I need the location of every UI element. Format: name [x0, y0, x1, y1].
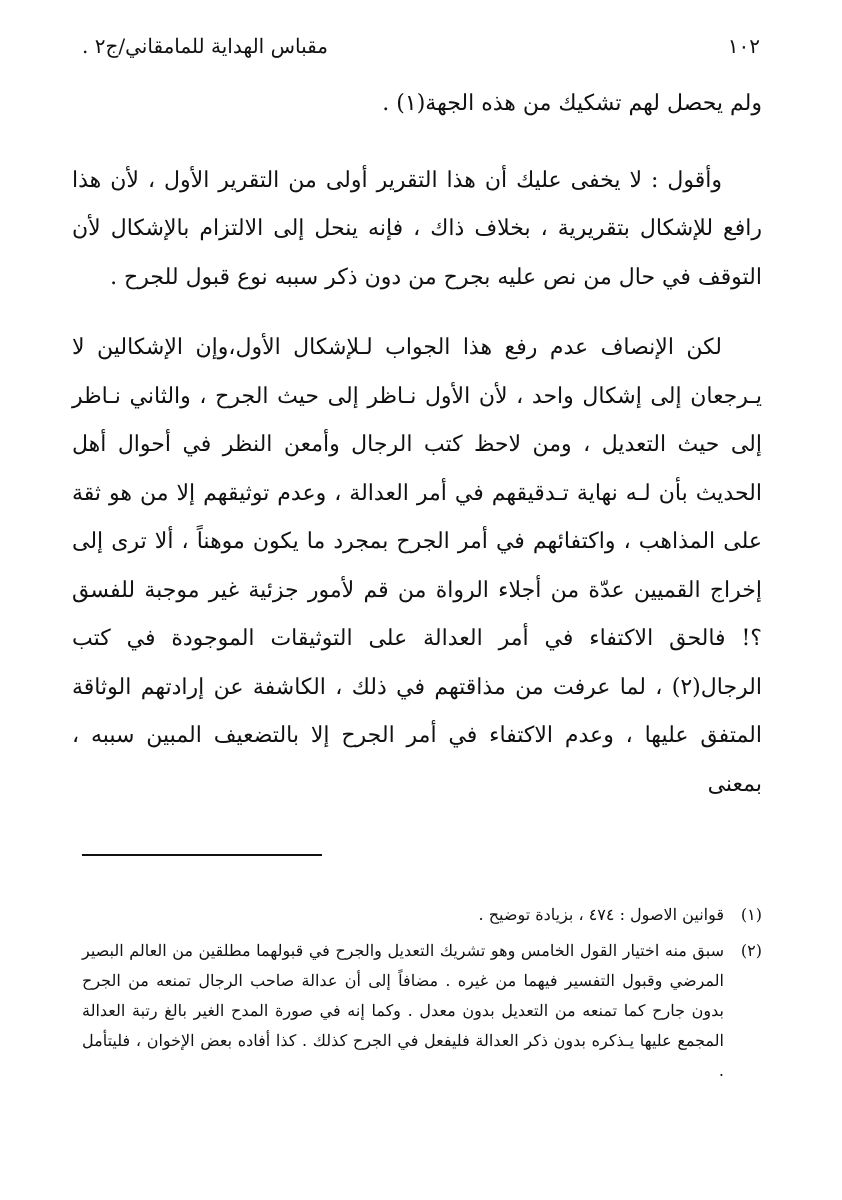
paragraph-continuation: ولم يحصل لهم تشكيك من هذه الجهة(١) . — [382, 91, 762, 116]
footnote-divider — [82, 854, 322, 856]
footnote-number: (٢) — [740, 941, 762, 960]
footnote-text: قوانين الاصول : ٤٧٤ ، بزيادة توضيح . — [478, 905, 724, 924]
footnote — [82, 900, 762, 930]
page-header — [60, 34, 782, 64]
footnote — [82, 936, 762, 1086]
running-title: مقباس الهداية للمامقاني/ج٢ . — [82, 34, 328, 58]
footnotes — [82, 900, 762, 1092]
paragraph-comment: وأقول : لا يخفى عليك أن هذا التقرير أولى من التقرير الأول ، لأن هذا رافع للإشكال بتقريرية ، بخلاف ذاك ، فإنه ينحل إلى الالتزام بالإشكال لأن التوقف في حال من نص عليه بجرح من دون ذكر سببه نوع قبول للجرح . — [72, 167, 762, 290]
paragraph-objection: لكن الإنصاف عدم رفع هذا الجواب لـلإشكال الأول،وإن الإشكالين لا يـرجعان إلى إشكال واحد ، لأن الأول نـاظر إلى حيث الجرح ، والثاني نـاظر إلى حيث التعديل ، ومن لاحظ كتب الرجال وأمعن النظر في أحوال أهل الحديث بأن لـه نهاية تـدقيقهم في أمر العدالة ، وعدم توثيقهم إلا من هو ثقة على المذاهب ، واكتفائهم في أمر الجرح بمجرد ما يكون موهناً ، ألا ترى إلى إخراج القميين عدّة من أجلاء الرواة من قم لأمور جزئية غير موجبة للفسق ؟! فالحق الاكتفاء في أمر العدالة على التوثيقات الموجودة في كتب الرجال(٢) ، لما عرفت من مذاقتهم في ذلك ، الكاشفة عن إرادتهم الوثاقة المتفق عليها ، وعدم الاكتفاء في أمر الجرح إلا بالتضعيف المبين سببه ، بمعنى — [72, 335, 762, 797]
page-number: ١٠٢ — [727, 34, 760, 58]
footnote-text: سبق منه اختيار القول الخامس وهو تشريك التعديل والجرح في قبولهما مطلقين من العالم البصير المرضي وقبول التفسير فيهما من غيره . مضافاً إلى أن عدالة صاحب الرجال تمنعه من الجرح بدون جارح كما تمنعه من التعديل بدون معدل . وكما إنه في صورة المدح الغير بالغ رتبة العدالة المجمع عليها يـذكره بدون ذكر العدالة فليفعل في الجرح كذلك . كذا أفاده بعض الإخوان ، فليتأمل . — [82, 941, 725, 1080]
main-text — [72, 80, 762, 809]
footnote-number: (١) — [740, 905, 762, 924]
